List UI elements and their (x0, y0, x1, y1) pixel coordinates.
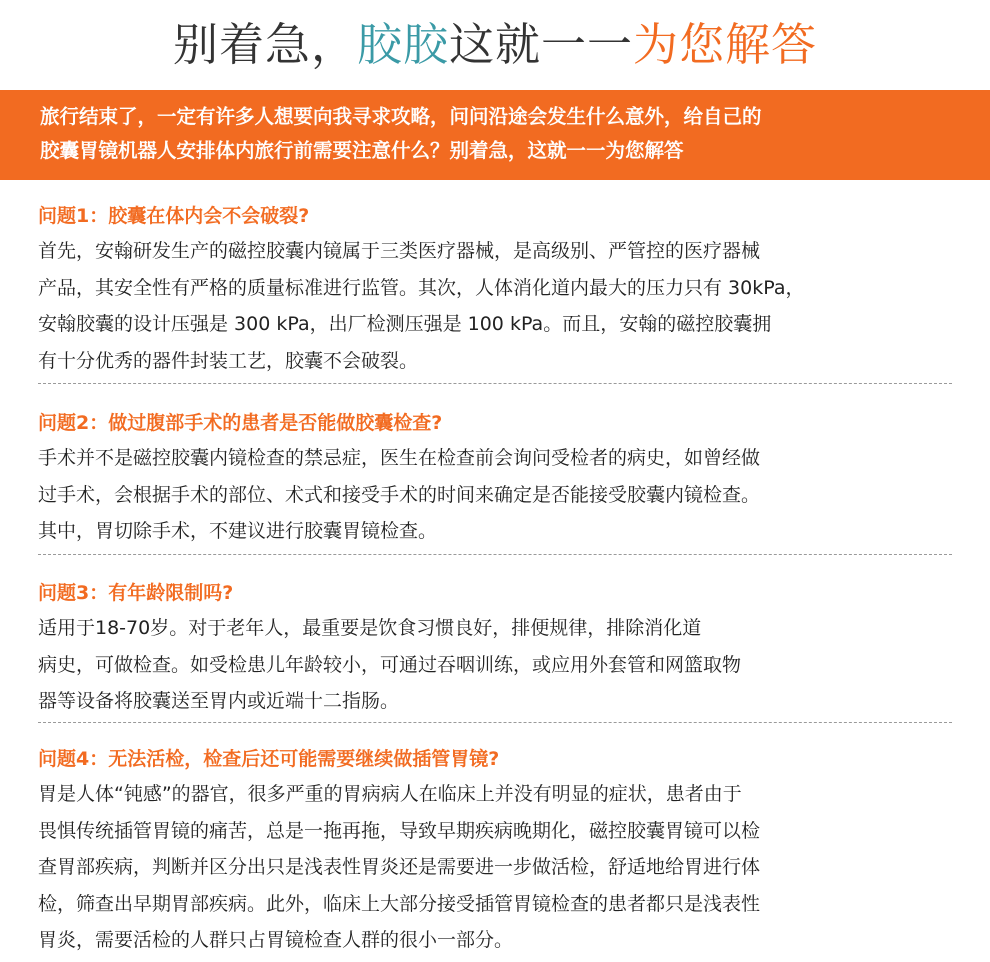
divider-1 (38, 383, 952, 384)
banner-line-1: 旅行结束了，一定有许多人想要向我寻求攻略，问问沿途会发生什么意外，给自己的 (40, 105, 762, 128)
answer-1-line-2: 产品，其安全性有严格的质量标准进行监管。其次，人体消化道内最大的压力只有 30kPa， (38, 276, 805, 299)
qa-item-1 (38, 199, 954, 379)
banner-line-2: 胶囊胃镜机器人安排体内旅行前需要注意什么？别着急，这就一一为您解答 (40, 139, 684, 162)
answer-4-line-3: 查胃部疾病，判断并区分出只是浅表性胃炎还是需要进一步做活检，舒适地给胃进行体 (38, 856, 761, 878)
answer-2 (38, 440, 954, 550)
answer-4-line-5: 胃炎，需要活检的人群只占胃镜检查人群的很小一部分。 (38, 929, 514, 951)
answer-1-line-1: 首先，安翰研发生产的磁控胶囊内镜属于三类医疗器械，是高级别、严管控的医疗器械 (38, 240, 761, 262)
qa-item-3 (38, 576, 954, 720)
page-title (0, 14, 990, 76)
answer-4 (38, 776, 954, 959)
answer-1-line-4: 有十分优秀的器件封装工艺，胶囊不会破裂。 (38, 349, 419, 372)
qa-item-4 (38, 742, 954, 959)
title-part-1: 别着急， (172, 18, 357, 71)
divider-2 (38, 554, 952, 555)
title-part-2: 胶胶 (356, 18, 449, 71)
qa-item-2 (38, 406, 954, 550)
answer-2-line-3: 其中，胃切除手术，不建议进行胶囊胃镜检查。 (38, 520, 438, 542)
title-part-4: 为您解答 (633, 18, 818, 71)
intro-banner (0, 90, 990, 180)
question-2: 问题2：做过腹部手术的患者是否能做胶囊检查? (38, 412, 443, 434)
answer-4-line-1: 胃是人体“钝感”的器官，很多严重的胃病病人在临床上并没有明显的症状，患者由于 (38, 783, 742, 805)
question-4: 问题4：无法活检，检查后还可能需要继续做插管胃镜? (38, 748, 500, 770)
divider-3 (38, 722, 952, 723)
answer-1-line-3: 安翰胶囊的设计压强是 300 kPa，出厂检测压强是 100 kPa。而且，安翰的磁控胶囊拥 (38, 313, 772, 335)
answer-3 (38, 610, 954, 720)
question-3: 问题3：有年龄限制吗? (38, 582, 234, 604)
answer-3-line-2: 病史，可做检查。如受检患儿年龄较小，可通过吞咽训练，或应用外套管和网篮取物 (38, 653, 742, 676)
question-1: 问题1：胶囊在体内会不会破裂? (38, 205, 310, 227)
answer-3-line-1: 适用于18-70岁。对于老年人，最重要是饮食习惯良好，排便规律，排除消化道 (38, 617, 702, 639)
answer-3-line-3: 器等设备将胶囊送至胃内或近端十二指肠。 (38, 690, 400, 712)
answer-4-line-2: 畏惧传统插管胃镜的痛苦，总是一拖再拖，导致早期疾病晚期化，磁控胶囊胃镜可以检 (38, 819, 761, 842)
answer-1 (38, 233, 954, 379)
answer-2-line-1: 手术并不是磁控胶囊内镜检查的禁忌症，医生在检查前会询问受检者的病史，如曾经做 (38, 447, 761, 469)
answer-2-line-2: 过手术，会根据手术的部位、术式和接受手术的时间来确定是否能接受胶囊内镜检查。 (38, 483, 761, 506)
title-part-3: 这就一一 (449, 18, 634, 71)
answer-4-line-4: 检，筛查出早期胃部疾病。此外，临床上大部分接受插管胃镜检查的患者都只是浅表性 (38, 892, 761, 915)
